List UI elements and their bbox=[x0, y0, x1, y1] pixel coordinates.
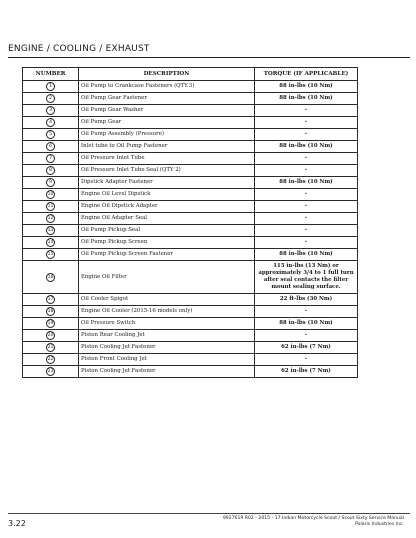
row-number-cell bbox=[23, 306, 79, 318]
row-description: Oil Pressure Inlet Tube Seal (QTY 2) bbox=[79, 165, 255, 177]
callout-number: 17 bbox=[47, 297, 54, 302]
callout-number: 11 bbox=[47, 204, 54, 209]
callout-number: 2 bbox=[46, 94, 55, 103]
table-row bbox=[23, 294, 358, 306]
table-row bbox=[23, 81, 358, 93]
table-row bbox=[23, 261, 358, 294]
row-torque: - bbox=[255, 213, 358, 225]
row-torque: 88 in-lbs (10 Nm) bbox=[255, 141, 358, 153]
callout-number: 1 bbox=[46, 82, 55, 91]
row-number-cell bbox=[23, 201, 79, 213]
table-row bbox=[23, 189, 358, 201]
section-divider bbox=[8, 57, 410, 58]
row-number-cell bbox=[23, 141, 79, 153]
row-number-cell bbox=[23, 366, 79, 378]
callout-number: 13 bbox=[47, 228, 54, 233]
callout-number: 8 bbox=[46, 166, 55, 175]
row-torque: 88 in-lbs (10 Nm) bbox=[255, 177, 358, 189]
row-number-cell bbox=[23, 225, 79, 237]
row-description: Oil Pump Gear bbox=[79, 117, 255, 129]
row-description: Oil Cooler Spigot bbox=[79, 294, 255, 306]
row-description: Piston Cooling Jet Fastener bbox=[79, 342, 255, 354]
header-number: NUMBER bbox=[23, 68, 79, 81]
header-description: DESCRIPTION bbox=[79, 68, 255, 81]
callout-number: 19 bbox=[47, 321, 54, 326]
table-row bbox=[23, 177, 358, 189]
table-row bbox=[23, 93, 358, 105]
table-row bbox=[23, 237, 358, 249]
row-torque: 88 in-lbs (10 Nm) bbox=[255, 249, 358, 261]
row-description: Piston Cooling Jet Fastener bbox=[79, 366, 255, 378]
row-number-cell bbox=[23, 81, 79, 93]
row-number-cell bbox=[23, 189, 79, 201]
row-number-cell bbox=[23, 249, 79, 261]
row-torque: 115 in-lbs (13 Nm) or approximately 3/4 to 1 full turn after seal contacts the filter mount sealing surface. bbox=[255, 261, 358, 294]
row-torque: - bbox=[255, 237, 358, 249]
table-row bbox=[23, 225, 358, 237]
row-torque: - bbox=[255, 225, 358, 237]
callout-number: 16 bbox=[47, 274, 54, 280]
page-number: 3.22 bbox=[8, 519, 26, 528]
row-torque: - bbox=[255, 105, 358, 117]
row-torque: - bbox=[255, 330, 358, 342]
callout-number: 4 bbox=[46, 118, 55, 127]
row-number-cell bbox=[23, 213, 79, 225]
row-torque: 88 in-lbs (10 Nm) bbox=[255, 93, 358, 105]
row-number-cell bbox=[23, 237, 79, 249]
parts-torque-table bbox=[22, 67, 358, 378]
row-torque: - bbox=[255, 153, 358, 165]
row-torque: - bbox=[255, 306, 358, 318]
row-torque: - bbox=[255, 354, 358, 366]
callout-number: 12 bbox=[47, 216, 54, 221]
row-number-cell bbox=[23, 153, 79, 165]
row-torque: 62 in-lbs (7 Nm) bbox=[255, 366, 358, 378]
row-number-cell bbox=[23, 294, 79, 306]
row-number-cell bbox=[23, 354, 79, 366]
table-row bbox=[23, 141, 358, 153]
callout-number: 10 bbox=[47, 192, 54, 197]
footer-publisher: Polaris Industries Inc. bbox=[355, 522, 404, 527]
row-description: Oil Pump Pickup Screen bbox=[79, 237, 255, 249]
callout-number: 5 bbox=[46, 130, 55, 139]
row-torque: 88 in-lbs (10 Nm) bbox=[255, 318, 358, 330]
row-description: Engine Oil Adapter Seal bbox=[79, 213, 255, 225]
row-number-cell bbox=[23, 165, 79, 177]
row-number-cell bbox=[23, 330, 79, 342]
callout-number: 7 bbox=[46, 154, 55, 163]
row-description: Oil Pump Gear Fastener bbox=[79, 93, 255, 105]
footer-manual-title: 9927619 R02 - 2015 - 17 Indian Motorcycle Scout / Scout Sixty Service Manual bbox=[222, 516, 404, 521]
table-row bbox=[23, 306, 358, 318]
row-number-cell bbox=[23, 318, 79, 330]
row-torque: - bbox=[255, 117, 358, 129]
row-torque: - bbox=[255, 129, 358, 141]
table-row bbox=[23, 366, 358, 378]
row-description: Oil Pump Pickup Seal bbox=[79, 225, 255, 237]
row-description: Oil Pump Pickup Screen Fastener bbox=[79, 249, 255, 261]
callout-number: 18 bbox=[47, 309, 54, 314]
callout-number: 6 bbox=[46, 142, 55, 151]
callout-number: 9 bbox=[46, 178, 55, 187]
row-torque: 88 in-lbs (10 Nm) bbox=[255, 81, 358, 93]
row-description: Piston Front Cooling Jet bbox=[79, 354, 255, 366]
row-number-cell bbox=[23, 93, 79, 105]
row-torque: - bbox=[255, 189, 358, 201]
row-number-cell bbox=[23, 129, 79, 141]
row-torque: 62 in-lbs (7 Nm) bbox=[255, 342, 358, 354]
callout-number: 20 bbox=[47, 333, 54, 338]
callout-number: 3 bbox=[46, 106, 55, 115]
row-description: Piston Rear Cooling Jet bbox=[79, 330, 255, 342]
callout-number: 22 bbox=[47, 357, 54, 362]
table-row bbox=[23, 249, 358, 261]
row-torque: - bbox=[255, 165, 358, 177]
table-row bbox=[23, 213, 358, 225]
callout-number: 23 bbox=[47, 369, 54, 374]
callout-number: 15 bbox=[47, 252, 54, 257]
footer-divider bbox=[8, 513, 410, 514]
row-number-cell bbox=[23, 117, 79, 129]
row-description: Engine Oil Level Dipstick bbox=[79, 189, 255, 201]
footer-publication bbox=[223, 516, 404, 528]
row-description: Dipstick Adapter Fastener bbox=[79, 177, 255, 189]
table-header-row bbox=[23, 68, 358, 81]
row-number-cell bbox=[23, 177, 79, 189]
table-row bbox=[23, 129, 358, 141]
row-description: Oil Pump to Crankcase Fasteners (QTY.3) bbox=[79, 81, 255, 93]
table-row bbox=[23, 318, 358, 330]
row-description: Oil Pressure Switch bbox=[79, 318, 255, 330]
table-row bbox=[23, 354, 358, 366]
table-row bbox=[23, 117, 358, 129]
table-row bbox=[23, 165, 358, 177]
row-number-cell bbox=[23, 105, 79, 117]
row-description: Oil Pump Gear Washer bbox=[79, 105, 255, 117]
row-number-cell bbox=[23, 261, 79, 294]
row-description: Inlet tube to Oil Pump Fastener bbox=[79, 141, 255, 153]
table-row bbox=[23, 105, 358, 117]
table-row bbox=[23, 330, 358, 342]
row-number-cell bbox=[23, 342, 79, 354]
table-row bbox=[23, 153, 358, 165]
section-title: ENGINE / COOLING / EXHAUST bbox=[8, 44, 150, 54]
row-description: Engine Oil Filter bbox=[79, 261, 255, 294]
row-torque: 22 ft-lbs (30 Nm) bbox=[255, 294, 358, 306]
header-torque: TORQUE (IF APPLICABLE) bbox=[255, 68, 358, 81]
row-description: Oil Pump Assembly (Pressure) bbox=[79, 129, 255, 141]
row-description: Oil Pressure Inlet Tube bbox=[79, 153, 255, 165]
table-row bbox=[23, 342, 358, 354]
callout-number: 21 bbox=[47, 345, 54, 350]
row-description: Engine Oil Cooler (2015-16 models only) bbox=[79, 306, 255, 318]
row-description: Engine Oil Dipstick Adapter bbox=[79, 201, 255, 213]
callout-number: 14 bbox=[47, 240, 54, 245]
table-row bbox=[23, 201, 358, 213]
row-torque: - bbox=[255, 201, 358, 213]
